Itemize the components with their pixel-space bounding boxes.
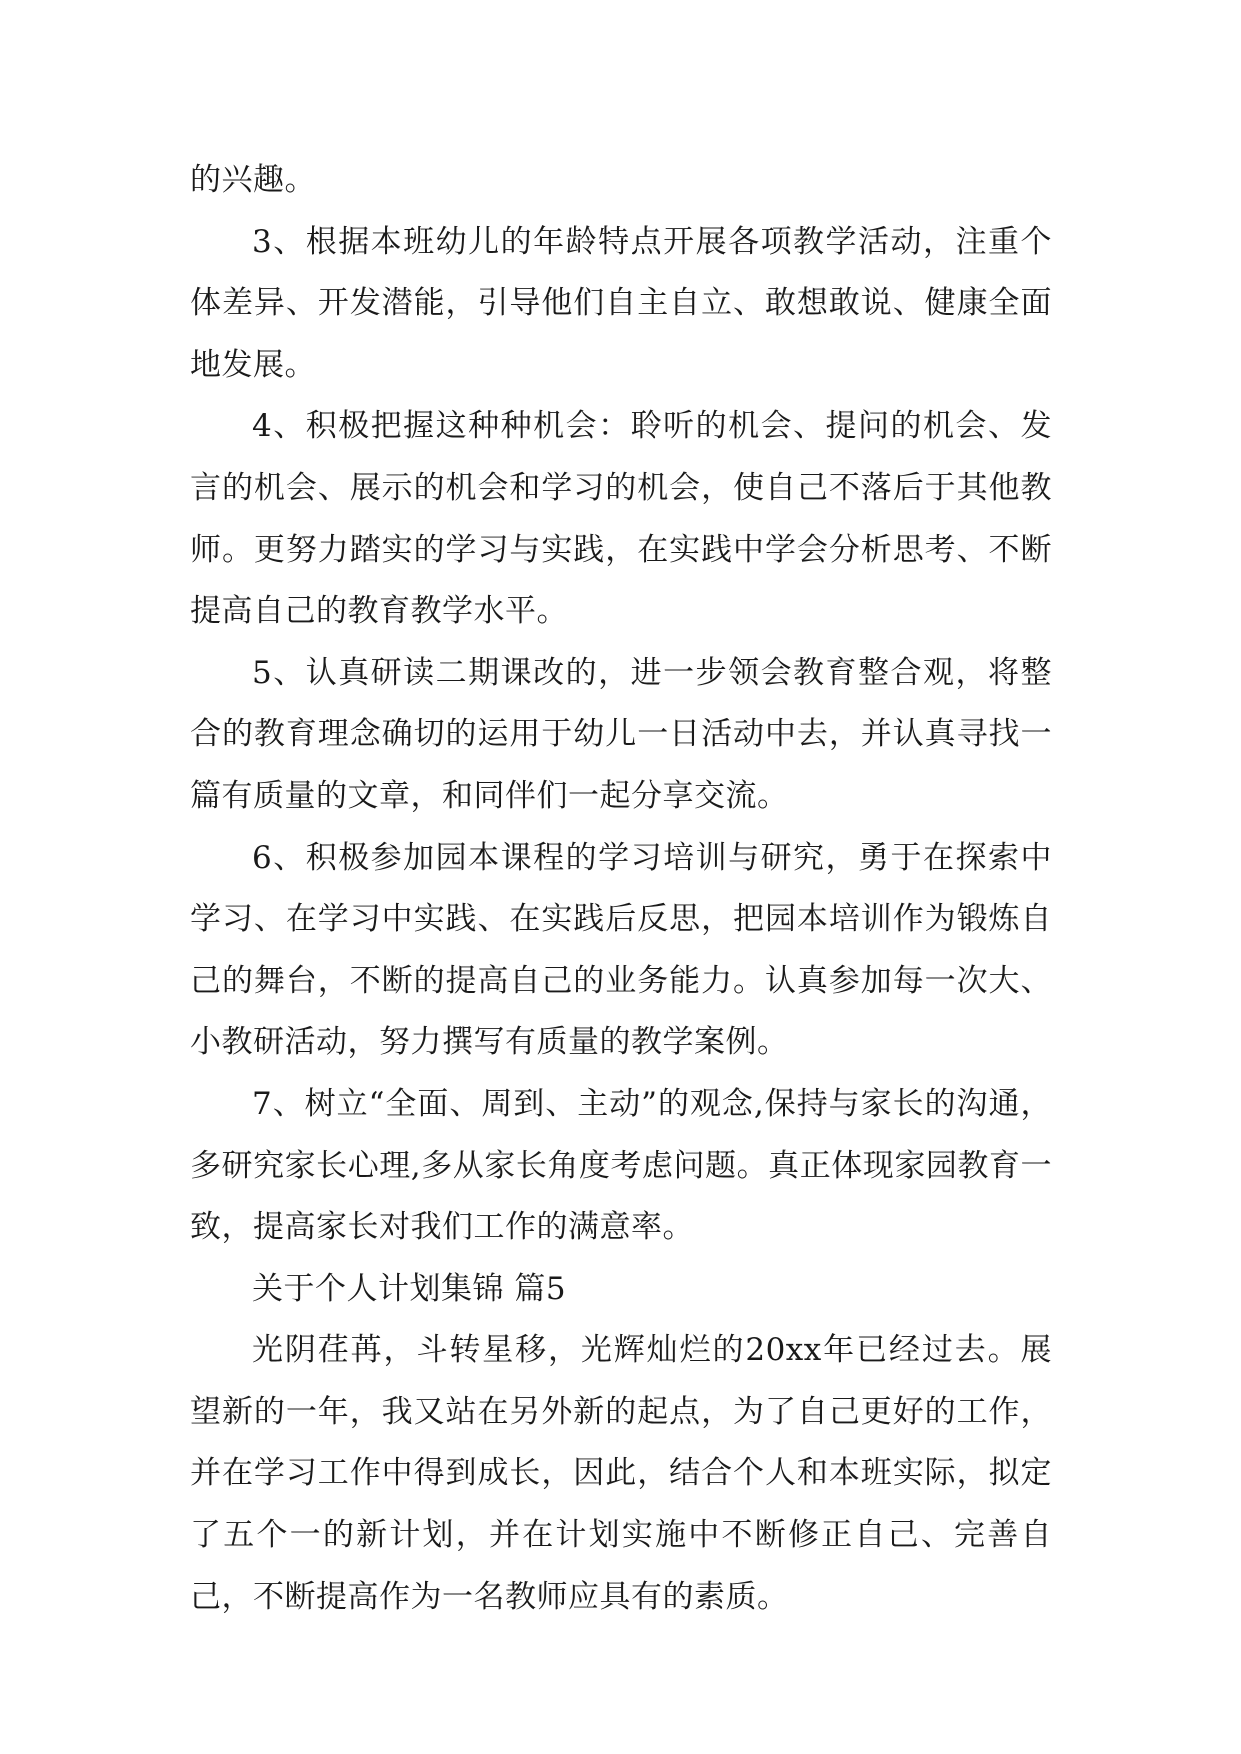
section-heading: 关于个人计划集锦 篇5 [252,1270,567,1307]
paragraph-item-5: 5、认真研读二期课改的，进一步领会教育整合观，将整合的教育理念确切的运用于幼儿一日活动中去，并认真寻找一篇有质量的文章，和同伴们一起分享交流。 [190,654,1052,814]
paragraph-item-7: 7、树立“全面、周到、主动”的观念,保持与家长的沟通，多研究家长心理,多从家长角度考虑问题。真正体现家园教育一致，提高家长对我们工作的满意率。 [190,1085,1052,1246]
paragraph-item-4: 4、积极把握这种种机会：聆听的机会、提问的机会、发言的机会、展示的机会和学习的机会，使自己不落后于其他教师。更努力踏实的学习与实践，在实践中学会分析思考、不断提高自己的教育教学水平。 [190,408,1052,630]
document-body [190,150,1052,1628]
paragraph-continuation: 的兴趣。 [190,162,316,198]
paragraph-intro: 光阴荏苒，斗转星移，光辉灿烂的20xx年已经过去。展望新的一年，我又站在另外新的起点，为了自己更好的工作，并在学习工作中得到成长，因此，结合个人和本班实际，拟定了五个一的新计划，并在计划实施中不断修正自己、完善自己，不断提高作为一名教师应具有的素质。 [190,1332,1052,1615]
paragraph-item-3: 3、根据本班幼儿的年龄特点开展各项教学活动，注重个体差异、开发潜能，引导他们自主自立、敢想敢说、健康全面地发展。 [190,223,1052,383]
paragraph-item-6: 6、积极参加园本课程的学习培训与研究，勇于在探索中学习、在学习中实践、在实践后反思，把园本培训作为锻炼自己的舞台，不断的提高自己的业务能力。认真参加每一次大、小教研活动，努力撰写有质量的教学案例。 [190,839,1052,1061]
